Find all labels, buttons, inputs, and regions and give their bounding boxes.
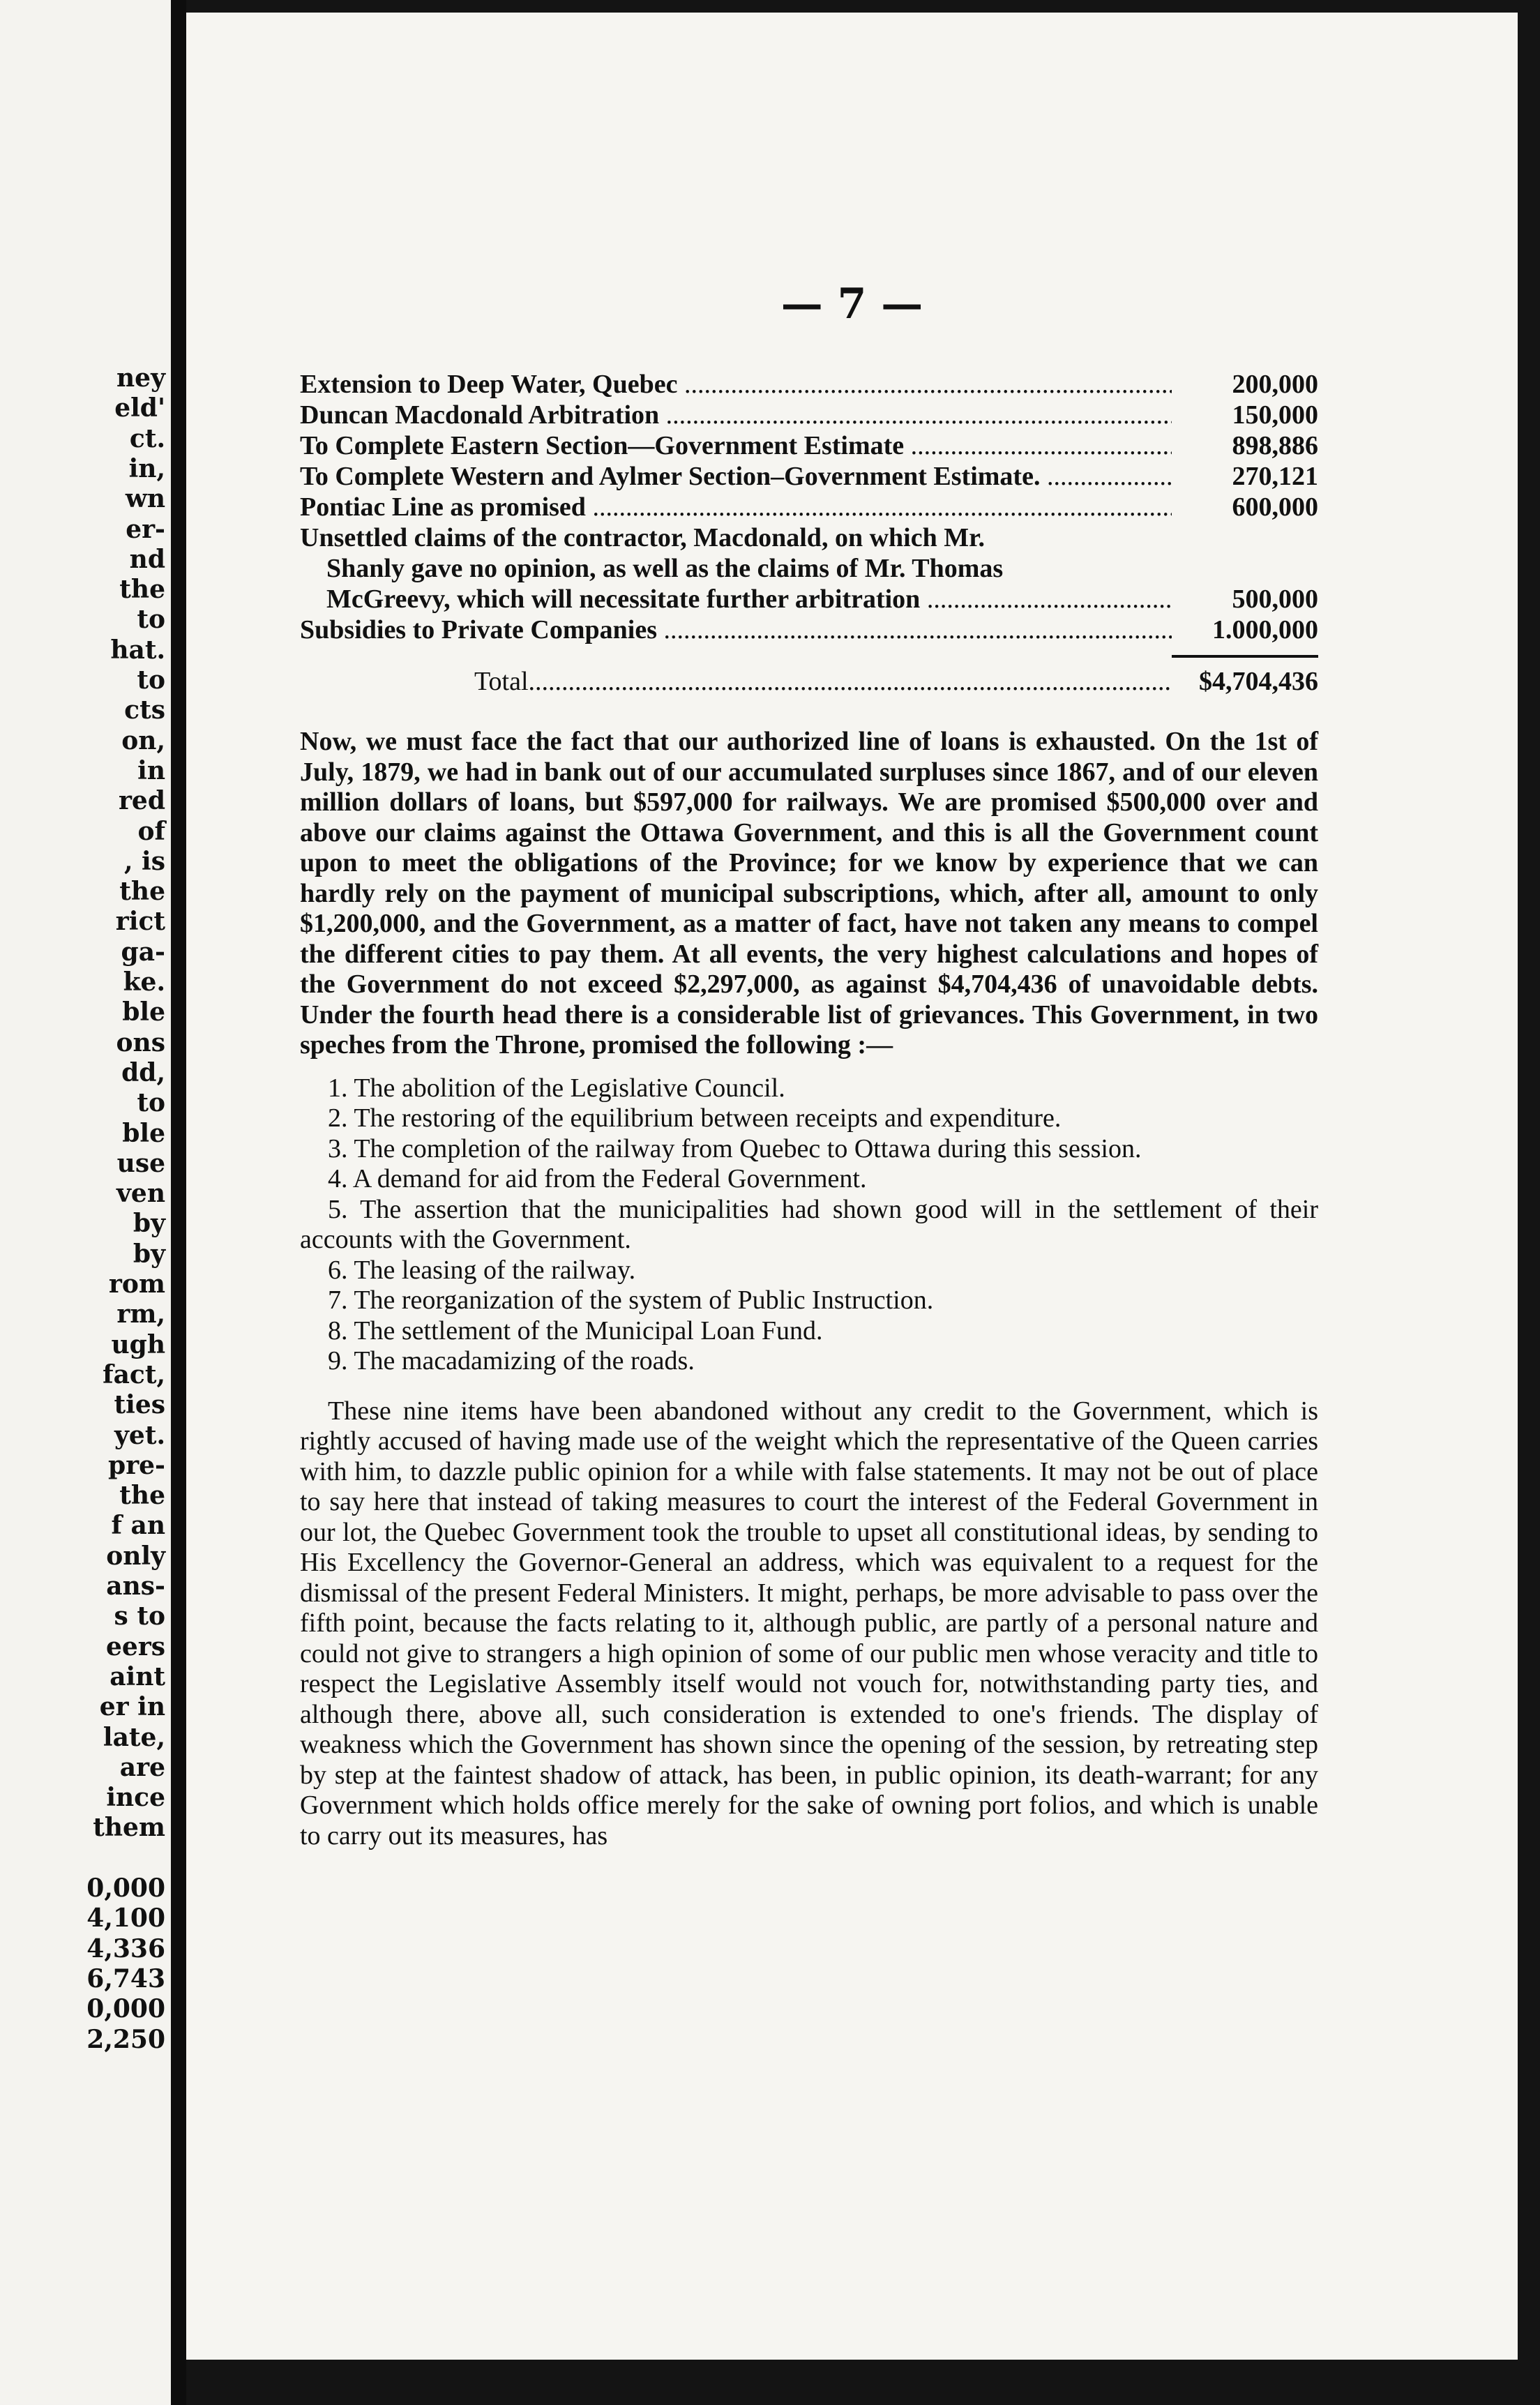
ledger-total-row [300,665,1318,698]
facing-page-text: rm, [116,1299,165,1329]
facing-page-text: are [119,1752,165,1782]
ledger-row-desc: Extension to Deep Water, Quebec ..... [300,369,1172,400]
facing-page-text: dd, [121,1057,165,1087]
facing-page-text: ties [114,1390,165,1420]
ledger-row-desc: Subsidies to Private Companies ..... [300,615,1172,645]
list-item: 6. The leasing of the railway. [328,1255,636,1285]
ledger-row-amount: 500,000 [1232,585,1318,614]
facing-page-text: on, [121,725,165,755]
promises-list [300,1073,1318,1377]
facing-page-text: rom [108,1269,165,1299]
facing-page-text: the [119,575,165,605]
facing-page-text: in, [128,453,165,483]
facing-page-text: ble [122,1118,165,1148]
facing-page-text: wn [125,484,165,514]
list-item: 2. The restoring of the equilibrium between receipts and expenditure. [328,1103,1062,1133]
total-amount: $4,704,436 [1199,667,1318,696]
list-item: 1. The abolition of the Legislative Council. [328,1073,785,1103]
ledger-row [300,461,1318,492]
ledger-claims-text-3: McGreevy, which will necessitate further arbitration ..... [300,584,1172,615]
facing-page-fragment [0,0,171,2405]
facing-page-text: pre- [108,1450,165,1480]
facing-page-text: ga- [121,937,165,967]
facing-page-text: in [137,755,165,785]
expenditure-ledger [300,369,1318,698]
total-label: Total ..... [474,665,1172,698]
facing-page-text: 6,743 [86,1963,165,1993]
facing-page-text: ct. [129,423,165,453]
ledger-row [300,615,1318,645]
facing-page-text: them [93,1813,165,1843]
list-item: 7. The reorganization of the system of Public Instruction. [328,1286,934,1315]
body-text [300,727,1318,1851]
facing-page-text: f an [111,1511,165,1541]
paragraph: Now, we must face the fact that our authorized line of loans is exhausted. On the 1st of July, 1879, we had in bank out of our accumulated surpluses since 1867, and of our eleven million dollars of loans, but $597,000 for railways. We are promised $500,000 over and above our claims against the Ottawa Government, and this is all the Government count upon to meet the obligations of the Province; for we know by experience that we can hardly rely on the payment of municipal subscriptions, which, after all, amount to only $1,200,000, and the Government, as a matter of fact, have not taken any means to compel the different cities to pay them. At all events, the very highest calculations and hopes of the Government do not exceed $2,297,000, as against $4,704,436 of unavoidable debts. Under the fourth head there is a considerable list of grievances. This Government, in two speches from the Throne, promised the following :— [300,727,1318,1060]
facing-page-text: 2,250 [86,2024,165,2054]
ledger-row-desc: To Complete Western and Aylmer Section–Government Estimate. ..... [300,461,1172,492]
facing-page-text: ince [106,1783,165,1813]
facing-page-text: ans- [106,1571,165,1601]
facing-page-text: ons [116,1027,165,1057]
ledger-row [300,430,1318,461]
facing-page-text: fact, [103,1359,165,1389]
ledger-row [300,400,1318,430]
facing-page-text: ke. [123,967,165,997]
facing-page-text: use [116,1148,165,1178]
ledger-row-amount: 600,000 [1232,492,1318,522]
ledger-row-desc: Pontiac Line as promised ..... [300,492,1172,522]
facing-page-text: the [119,877,165,907]
list-item: 4. A demand for aid from the Federal Government. [328,1164,867,1193]
list-item: 3. The completion of the railway from Quebec to Ottawa during this session. [328,1133,1142,1163]
list-item: 8. The settlement of the Municipal Loan Fund. [328,1315,823,1345]
facing-page-text: cts [124,695,165,725]
ledger-row-amount: 200,000 [1232,370,1318,399]
facing-page-text: ugh [111,1329,165,1359]
facing-page-text: s to [114,1601,165,1631]
facing-page-text: hat. [110,635,165,665]
ledger-claims-line [300,522,1318,553]
ledger-claims-text-1: Unsettled claims of the contractor, Macdonald, on which Mr. [300,523,985,552]
facing-page-text: late, [103,1722,165,1752]
facing-page-text: by [133,1209,165,1239]
facing-page-text: by [133,1239,165,1269]
facing-page-text: 4,336 [86,1933,165,1963]
ledger-claims-text-2: Shanly gave no opinion, as well as the claims of Mr. Thomas [326,554,1004,583]
page-number: — 7 — [780,280,923,329]
total-rule [1172,655,1318,658]
facing-page-text: , is [123,846,165,876]
facing-page-text: only [106,1541,165,1571]
ledger-row-amount: 1.000,000 [1212,615,1318,644]
paragraph: These nine items have been abandoned without any credit to the Government, which is rightly accused of having made use of the weight which the representative of the Queen carries with him, to dazzle public opinion for a while with false statements. It may not be out of place to say here that instead of taking measures to court the interest of the Federal Government in our lot, the Quebec Government took the trouble to upset all constitutional ideas, by sending to His Excellency the Governor-General an address, which was equivalent to a request for the dismissal of the present Federal Ministers. It might, perhaps, be more advisable to pass over the fifth point, because the facts relating to it, although public, are partly of a personal nature and could not give to strangers a high opinion of some of our public men whose veracity and title to respect the Legislative Assembly itself would not vouch for, notwithstanding party ties, and although there, above all, such consideration is extended to one's friends. The display of weakness which the Government has shown since the opening of the session, by retreating step by step at the faintest shadow of attack, has been, in public opinion, its death-warrant; for any Government which holds office merely for the sake of owning port folios, and which is unable to carry out its measures, has [300,1396,1318,1850]
facing-page-text: er- [126,514,165,544]
ledger-row-amount: 150,000 [1232,400,1318,430]
facing-page-text: yet. [114,1420,165,1450]
facing-page-text: to [137,605,165,635]
ledger-row [300,369,1318,400]
document-page [186,13,1518,2360]
facing-page-text: ble [122,997,165,1027]
ledger-claims-line [300,553,1318,584]
facing-page-text: of [137,816,165,846]
facing-page-text: nd [129,544,165,574]
facing-page-text: 0,000 [86,1994,165,2024]
facing-page-text: rict [115,907,165,937]
facing-page-text: er in [99,1692,165,1722]
facing-page-text: to [137,665,165,695]
facing-page-text: ven [116,1179,165,1209]
facing-page-text: red [118,786,165,816]
facing-page-text: aint [110,1661,165,1691]
ledger-row-desc: Duncan Macdonald Arbitration ..... [300,400,1172,430]
list-item: 9. The macadamizing of the roads. [328,1346,695,1375]
facing-page-text: 4,100 [86,1903,165,1933]
facing-page-text: to [137,1088,165,1118]
list-item: 5. The assertion that the municipalities had shown good will in the settlement of their accounts with the Government. [300,1194,1318,1254]
ledger-row [300,492,1318,522]
facing-page-text: the [119,1481,165,1511]
facing-page-text: eld' [114,393,165,423]
ledger-row-amount: 898,886 [1232,431,1318,460]
ledger-row [300,584,1318,615]
facing-page-text: 0,000 [86,1874,165,1903]
ledger-row-desc: To Complete Eastern Section—Government Estimate ..... [300,430,1172,461]
facing-page-text: ney [116,363,165,393]
book-gutter [171,0,186,2405]
facing-page-text: eers [105,1631,165,1661]
ledger-row-amount: 270,121 [1232,462,1318,491]
